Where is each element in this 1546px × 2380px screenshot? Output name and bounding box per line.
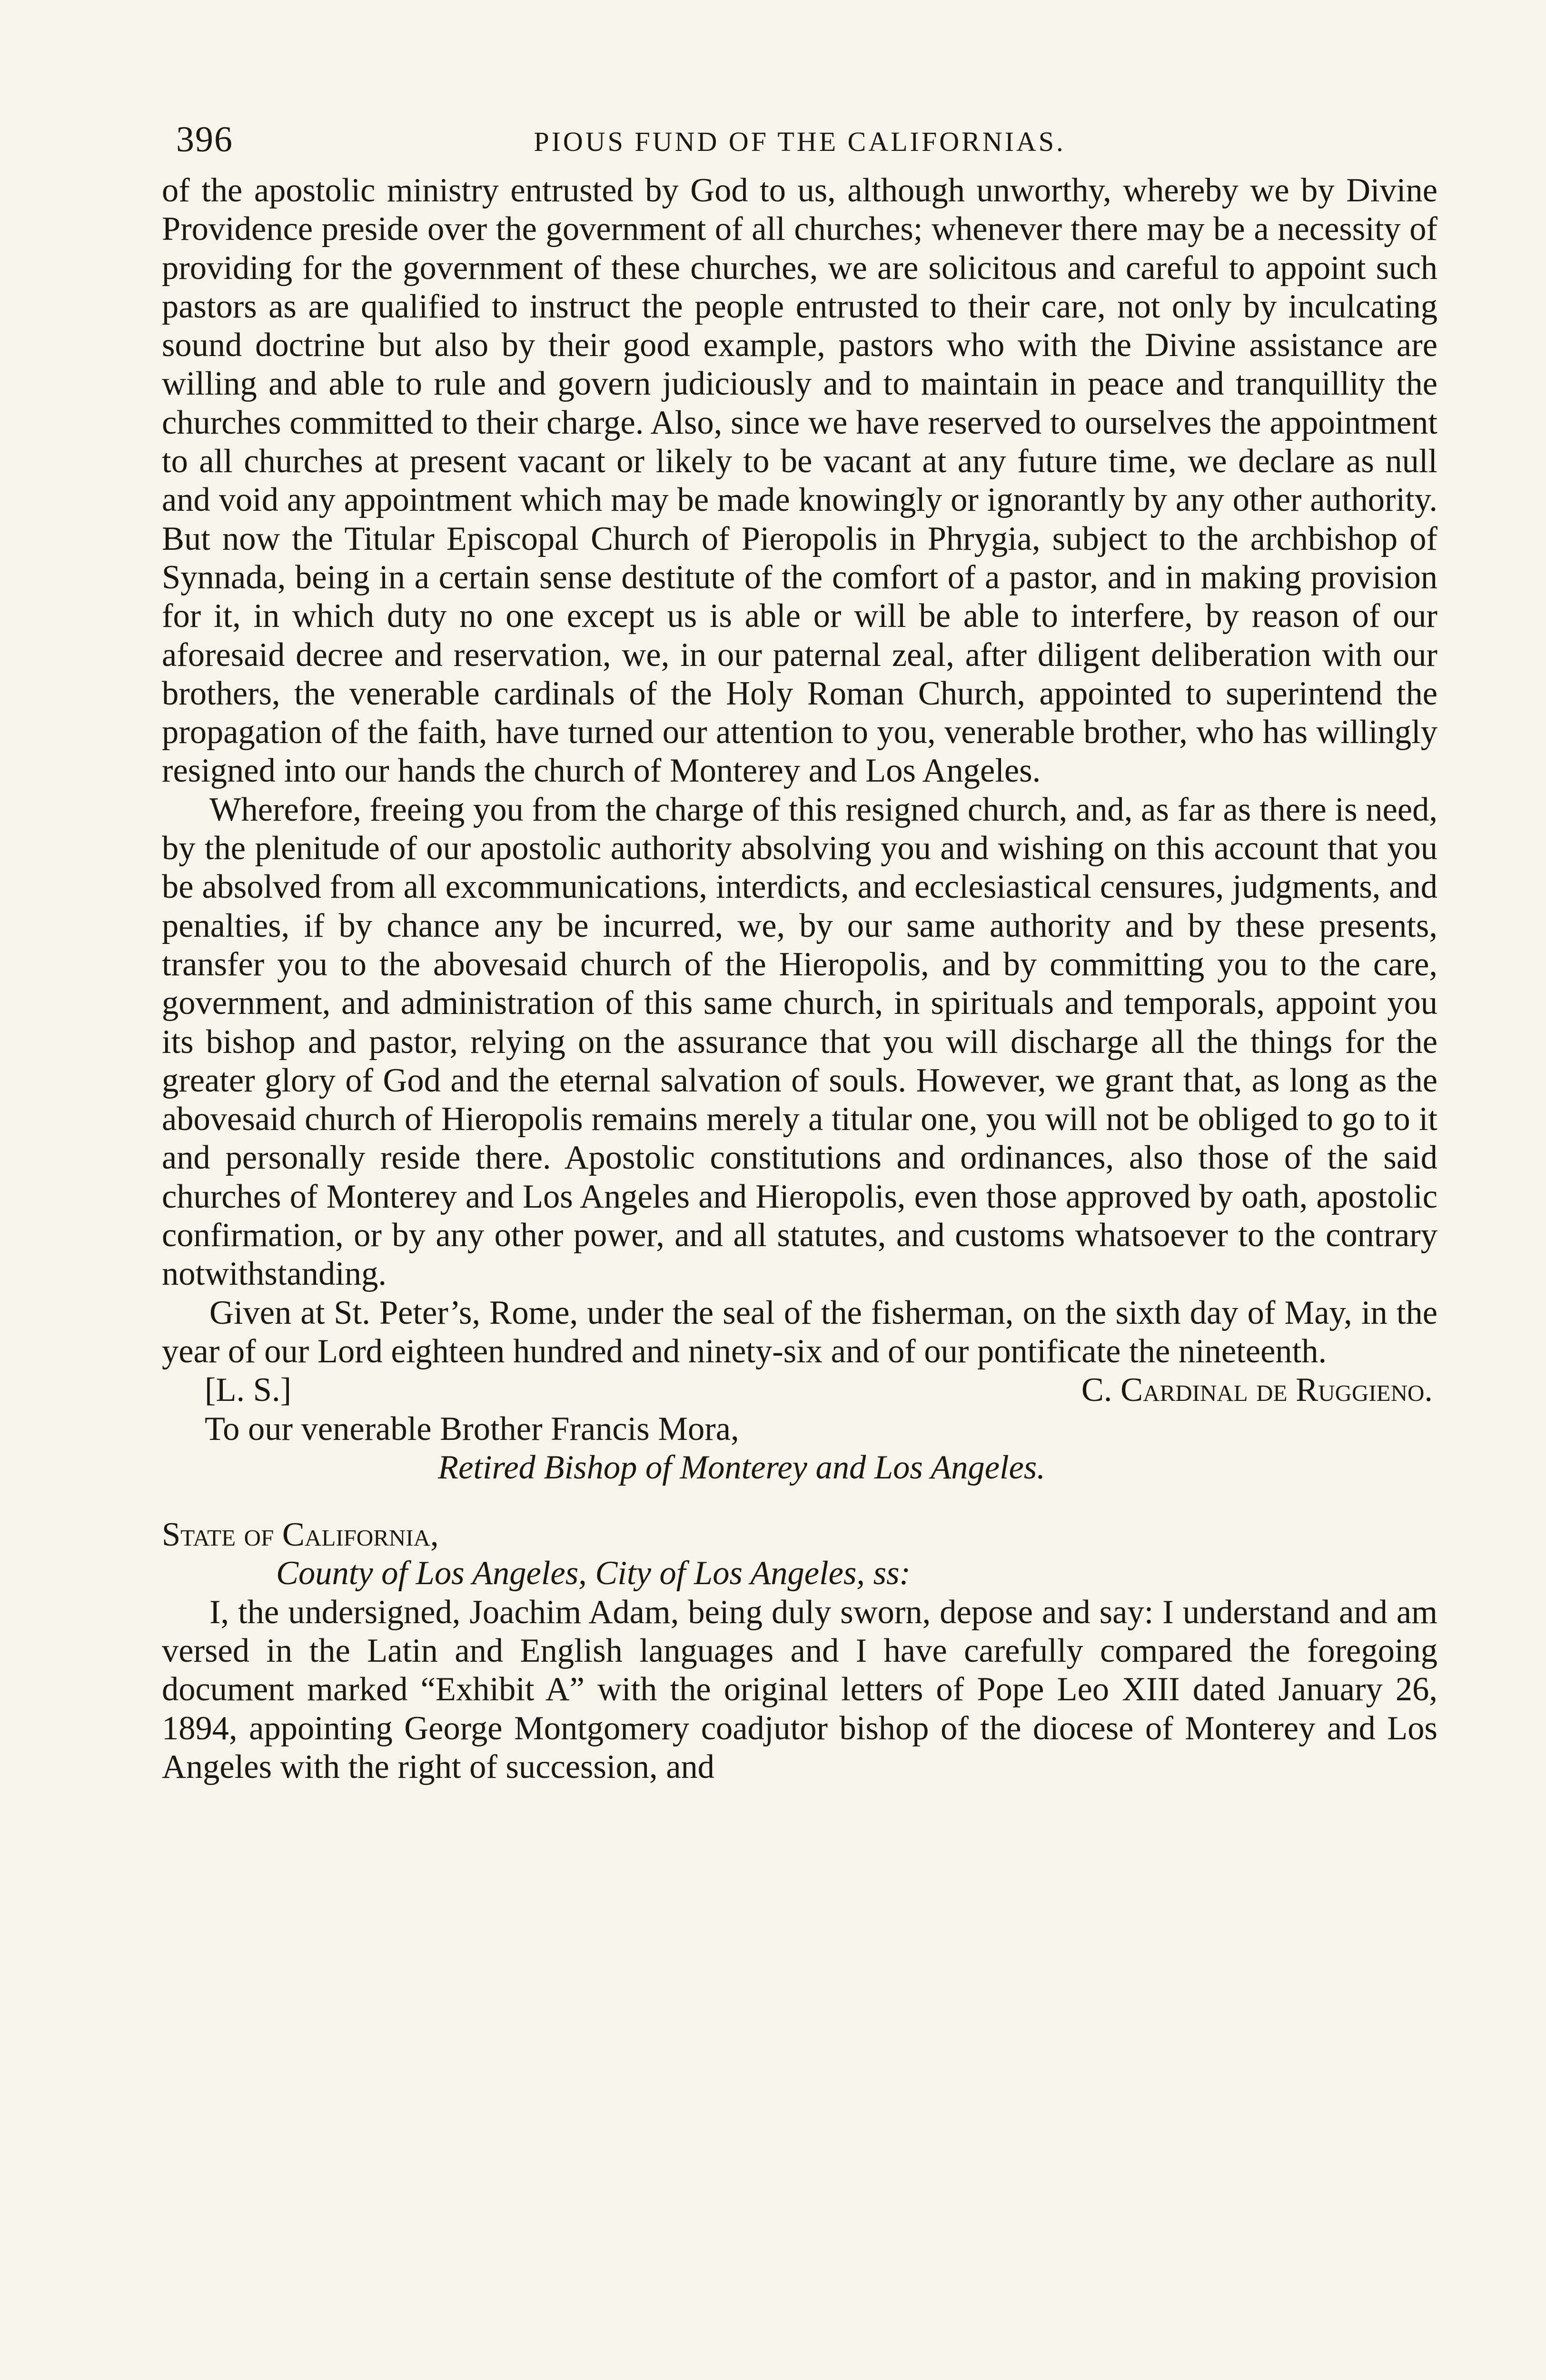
body-text	[162, 171, 1437, 1786]
addressee-line	[162, 1410, 1437, 1448]
paragraph-continued: of the apostolic ministry entrusted by God to us, although unworthy, whereby we by Divine Providence preside over the government of all churches; whenever there may be a necessity of providing for the government of these churches, we are solicitous and careful to appoint such pastors as are qualified to instruct the people entrusted to their care, not only by inculcating sound doctrine but also by their good example, pastors who with the Divine assistance are willing and able to rule and govern judiciously and to maintain in peace and tranquillity the churches committed to their charge. Also, since we have reserved to ourselves the appointment to all churches at present vacant or likely to be vacant at any future time, we declare as null and void any appointment which may be made knowingly or ignorantly by any other authority. But now the Titular Episcopal Church of Pieropolis in Phrygia, subject to the archbishop of Synnada, being in a certain sense destitute of the comfort of a pastor, and in making provision for it, in which duty no one except us is able or will be able to interfere, by reason of our aforesaid decree and reservation, we, in our paternal zeal, after diligent deliberation with our brothers, the venerable cardinals of the Holy Roman Church, appointed to superintend the propagation of the faith, have turned our attention to you, venerable brother, who has willingly resigned into our hands the church of Monterey and Los Angeles.	[162, 172, 1437, 790]
affidavit-state: State of California,	[162, 1516, 439, 1554]
running-title: PIOUS FUND OF THE CALIFORNIAS.	[534, 126, 1066, 157]
addressee-text: To our venerable Brother Francis Mora,	[205, 1410, 739, 1448]
document-page	[162, 119, 1437, 1786]
paragraph-wherefore: Wherefore, freeing you from the charge of this resigned church, and, as far as there is need, by the plenitude of our apostolic authority absolving you and wishing on this account that you be absolved from all excommunications, interdicts, and ecclesiastical censures, judgments, and penalties, if by chance any be incurred, we, by our same authority and by these presents, transfer you to the abovesaid church of the Hieropolis, and by committing you to the care, government, and administration of this same church, in spirituals and temporals, appoint you its bishop and pastor, relying on the assurance that you will discharge all the things for the greater glory of God and the eternal salvation of souls. However, we grant that, as long as the abovesaid church of Hieropolis remains merely a titular one, you will not be obliged to go to it and personally reside there. Apostolic constitutions and ordinances, also those of the said churches of Monterey and Los Angeles and Hieropolis, even those approved by oath, apostolic confirmation, or by any other power, and all statutes, and customs whatsoever to the contrary notwithstanding.	[162, 791, 1437, 1293]
affidavit-county: County of Los Angeles, City of Los Angeles, ss:	[276, 1555, 911, 1592]
seal-line	[162, 1371, 1437, 1409]
page-number: 396	[176, 119, 233, 159]
affidavit-text: I, the undersigned, Joachim Adam, being duly sworn, depose and say: I understand and am versed in the Latin and English languages and I have carefully compared the foregoing document marked “Exhibit A” with the original letters of Pope Leo XIII dated January 26, 1894, appointing George Montgomery coadjutor bishop of the diocese of Monterey and Los Angeles with the right of succession, and	[162, 1593, 1437, 1785]
page-header	[162, 119, 1437, 171]
addressee-title: Retired Bishop of Monterey and Los Angeles.	[438, 1448, 1045, 1486]
paragraph-given-at: Given at St. Peter’s, Rome, under the seal of the fisherman, on the sixth day of May, in the year of our Lord eighteen hundred and ninety-six and of our pontificate the nineteenth.	[162, 1294, 1437, 1370]
seal-mark: [L. S.]	[205, 1371, 292, 1409]
signatory: C. Cardinal de Ruggieno.	[1081, 1371, 1433, 1409]
section-gap	[162, 1487, 1437, 1516]
